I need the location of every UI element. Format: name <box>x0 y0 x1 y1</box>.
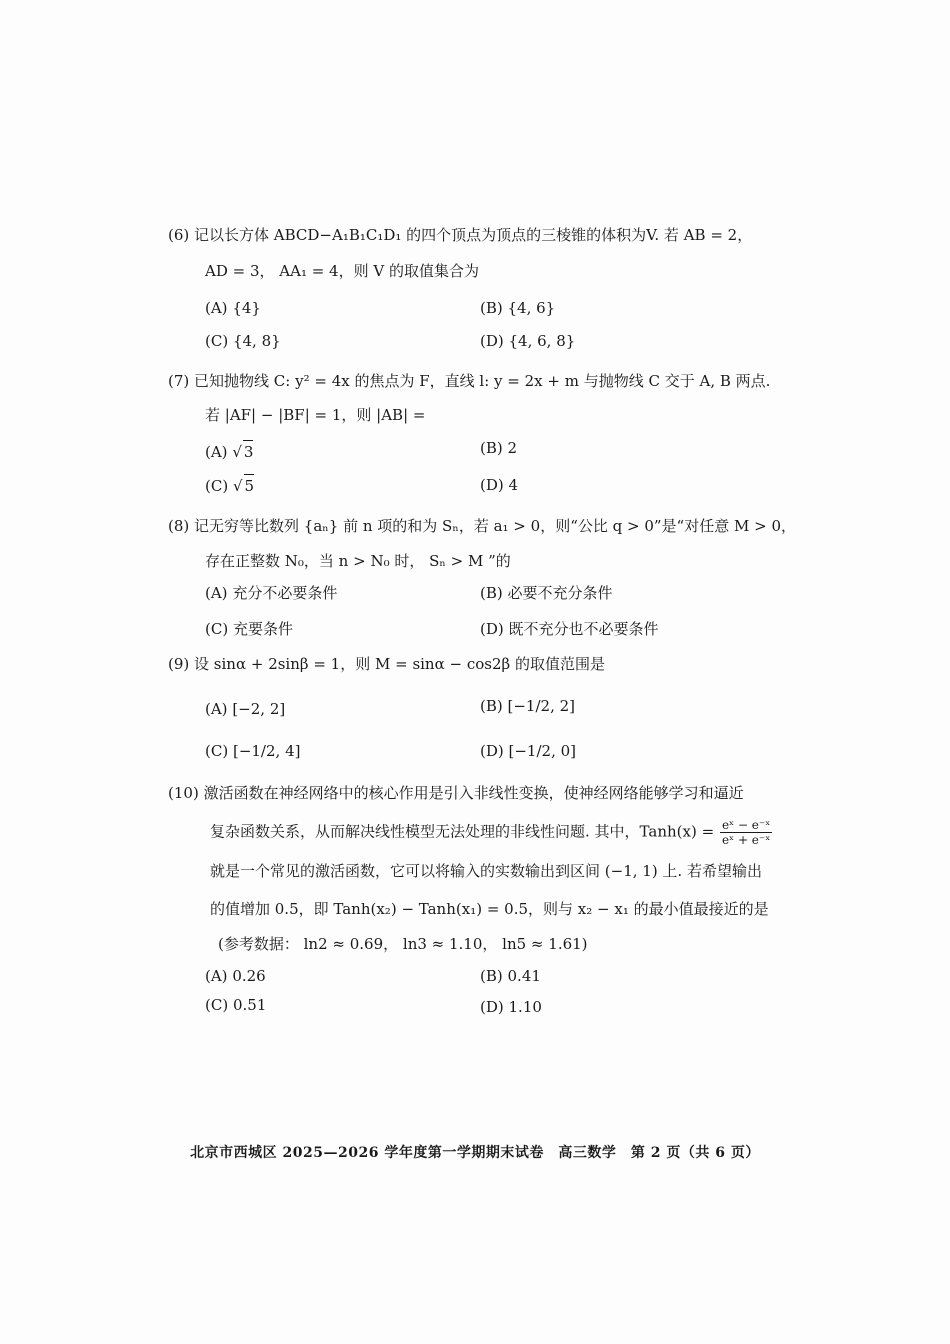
q9-option-a <box>205 698 285 720</box>
q6-option-b <box>480 297 555 319</box>
tanh-numerator: eˣ − e⁻ˣ <box>721 818 771 832</box>
q8-option-b <box>480 582 613 604</box>
q9-option-d-label: (D) <box>480 742 504 760</box>
q7-option-a-label: (A) <box>205 443 228 461</box>
tanh-denominator: eˣ + e⁻ˣ <box>721 833 771 847</box>
q7-option-d-label: (D) <box>480 476 504 494</box>
q7-option-d <box>480 474 518 496</box>
q8-option-b-value: 必要不充分条件 <box>507 584 613 602</box>
q7-text-line2: 若 |AF| − |BF| = 1，则 |AB| = <box>205 406 426 424</box>
q8-option-b-label: (B) <box>480 584 503 602</box>
q7-option-c-value: 5 <box>244 474 255 497</box>
q8-option-c-value: 充要条件 <box>232 620 293 638</box>
q8-option-d-value: 既不充分也不必要条件 <box>508 620 659 638</box>
q9-option-d-value: [−1/2, 0] <box>508 742 577 760</box>
q10-option-b-label: (B) <box>480 967 503 985</box>
q6-option-a <box>205 297 261 319</box>
q6-option-a-value: {4} <box>232 299 261 317</box>
q8-option-a <box>205 582 337 604</box>
q10-option-a <box>205 965 266 987</box>
q10-option-a-value: 0.26 <box>232 967 266 985</box>
q6-text-line1: 记以长方体 ABCD−A₁B₁C₁D₁ 的四个顶点为顶点的三棱锥的体积为V. 若 AB = 2， <box>194 226 753 244</box>
q10-option-b-value: 0.41 <box>507 967 541 985</box>
q9-option-b-label: (B) <box>480 697 503 715</box>
page-footer: 北京市西城区 2025—2026 学年度第一学期期末试卷 高三数学 第 2 页（共 6 页） <box>190 1145 760 1161</box>
q10-number: (10) <box>168 784 199 802</box>
q8-option-a-label: (A) <box>205 584 228 602</box>
q8-number: (8) <box>168 517 190 535</box>
q8-option-d-label: (D) <box>480 620 504 638</box>
q6-text-line2: AD = 3， AA₁ = 4，则 V 的取值集合为 <box>205 262 479 280</box>
q9-option-a-value: [−2, 2] <box>232 700 286 718</box>
q6-option-b-value: {4, 6} <box>507 299 556 317</box>
q9-number: (9) <box>168 655 190 673</box>
q10-option-c <box>205 994 266 1016</box>
q10-text-line5: (参考数据： ln2 ≈ 0.69， ln3 ≈ 1.10， ln5 ≈ 1.61) <box>218 935 588 953</box>
q6-option-c-label: (C) <box>205 332 229 350</box>
q7-option-d-value: 4 <box>508 476 519 494</box>
q7-option-c-label: (C) <box>205 477 229 495</box>
q6-option-d-value: {4, 6, 8} <box>508 332 576 350</box>
q6-number: (6) <box>168 226 190 244</box>
q7-option-b-value: 2 <box>507 439 518 457</box>
q10-option-b <box>480 965 541 987</box>
q10-text-line3: 就是一个常见的激活函数，它可以将输入的实数输出到区间 (−1, 1) 上. 若希望输出 <box>210 862 762 880</box>
q7-option-a-value: 3 <box>243 440 254 463</box>
q7-option-b-label: (B) <box>480 439 503 457</box>
q7-option-c: (C) √ 5 <box>205 474 254 497</box>
q9-line1 <box>168 653 605 675</box>
q6-line1 <box>168 224 752 246</box>
q9-option-c-value: [−1/2, 4] <box>232 742 301 760</box>
q8-option-c <box>205 618 293 640</box>
q10-option-c-label: (C) <box>205 996 229 1014</box>
q8-line1 <box>168 515 796 537</box>
q10-text-line1: 激活函数在神经网络中的核心作用是引入非线性变换，使神经网络能够学习和逼近 <box>203 784 744 802</box>
q8-option-c-label: (C) <box>205 620 229 638</box>
q10-option-d <box>480 996 542 1018</box>
q7-option-a: (A) √ 3 <box>205 440 253 463</box>
q8-text-line1: 记无穷等比数列 {aₙ} 前 n 项的和为 Sₙ，若 a₁ > 0，则“公比 q > 0”是“对任意 M > 0， <box>194 517 796 535</box>
q8-option-d <box>480 618 659 640</box>
q10-text-line2: 复杂函数关系，从而解决线性模型无法处理的非线性问题. 其中，Tanh(x) = <box>210 822 715 841</box>
q10-option-a-label: (A) <box>205 967 228 985</box>
q6-option-d-label: (D) <box>480 332 504 350</box>
q9-option-c <box>205 740 300 762</box>
q7-text-line1: 已知抛物线 C: y² = 4x 的焦点为 F，直线 l: y = 2x + m 与抛物线 C 交于 A, B 两点. <box>194 372 771 390</box>
q7-option-b <box>480 437 517 459</box>
q10-option-d-value: 1.10 <box>508 998 542 1016</box>
q6-option-b-label: (B) <box>480 299 503 317</box>
q10-line2 <box>210 818 773 847</box>
q10-text-line4: 的值增加 0.5，即 Tanh(x₂) − Tanh(x₁) = 0.5，则与 x₂ − x₁ 的最小值最接近的是 <box>210 900 769 918</box>
q9-option-b <box>480 695 575 717</box>
q6-option-c-value: {4, 8} <box>232 332 281 350</box>
q8-text-line2: 存在正整数 N₀，当 n > N₀ 时， Sₙ > M ”的 <box>205 552 511 570</box>
q10-option-c-value: 0.51 <box>232 996 267 1014</box>
q8-option-a-value: 充分不必要条件 <box>232 584 338 602</box>
q7-number: (7) <box>168 372 190 390</box>
q9-option-c-label: (C) <box>205 742 229 760</box>
q10-line1 <box>168 782 744 804</box>
q10-option-d-label: (D) <box>480 998 504 1016</box>
q9-option-d <box>480 740 576 762</box>
q9-option-a-label: (A) <box>205 700 228 718</box>
q6-option-d <box>480 330 575 352</box>
q9-text-line1: 设 sinα + 2sinβ = 1，则 M = sinα − cos2β 的取值范围是 <box>194 655 605 673</box>
q6-option-c <box>205 330 281 352</box>
q6-option-a-label: (A) <box>205 299 228 317</box>
tanh-fraction <box>720 818 772 847</box>
q7-line1 <box>168 370 770 392</box>
q9-option-b-value: [−1/2, 2] <box>507 697 576 715</box>
